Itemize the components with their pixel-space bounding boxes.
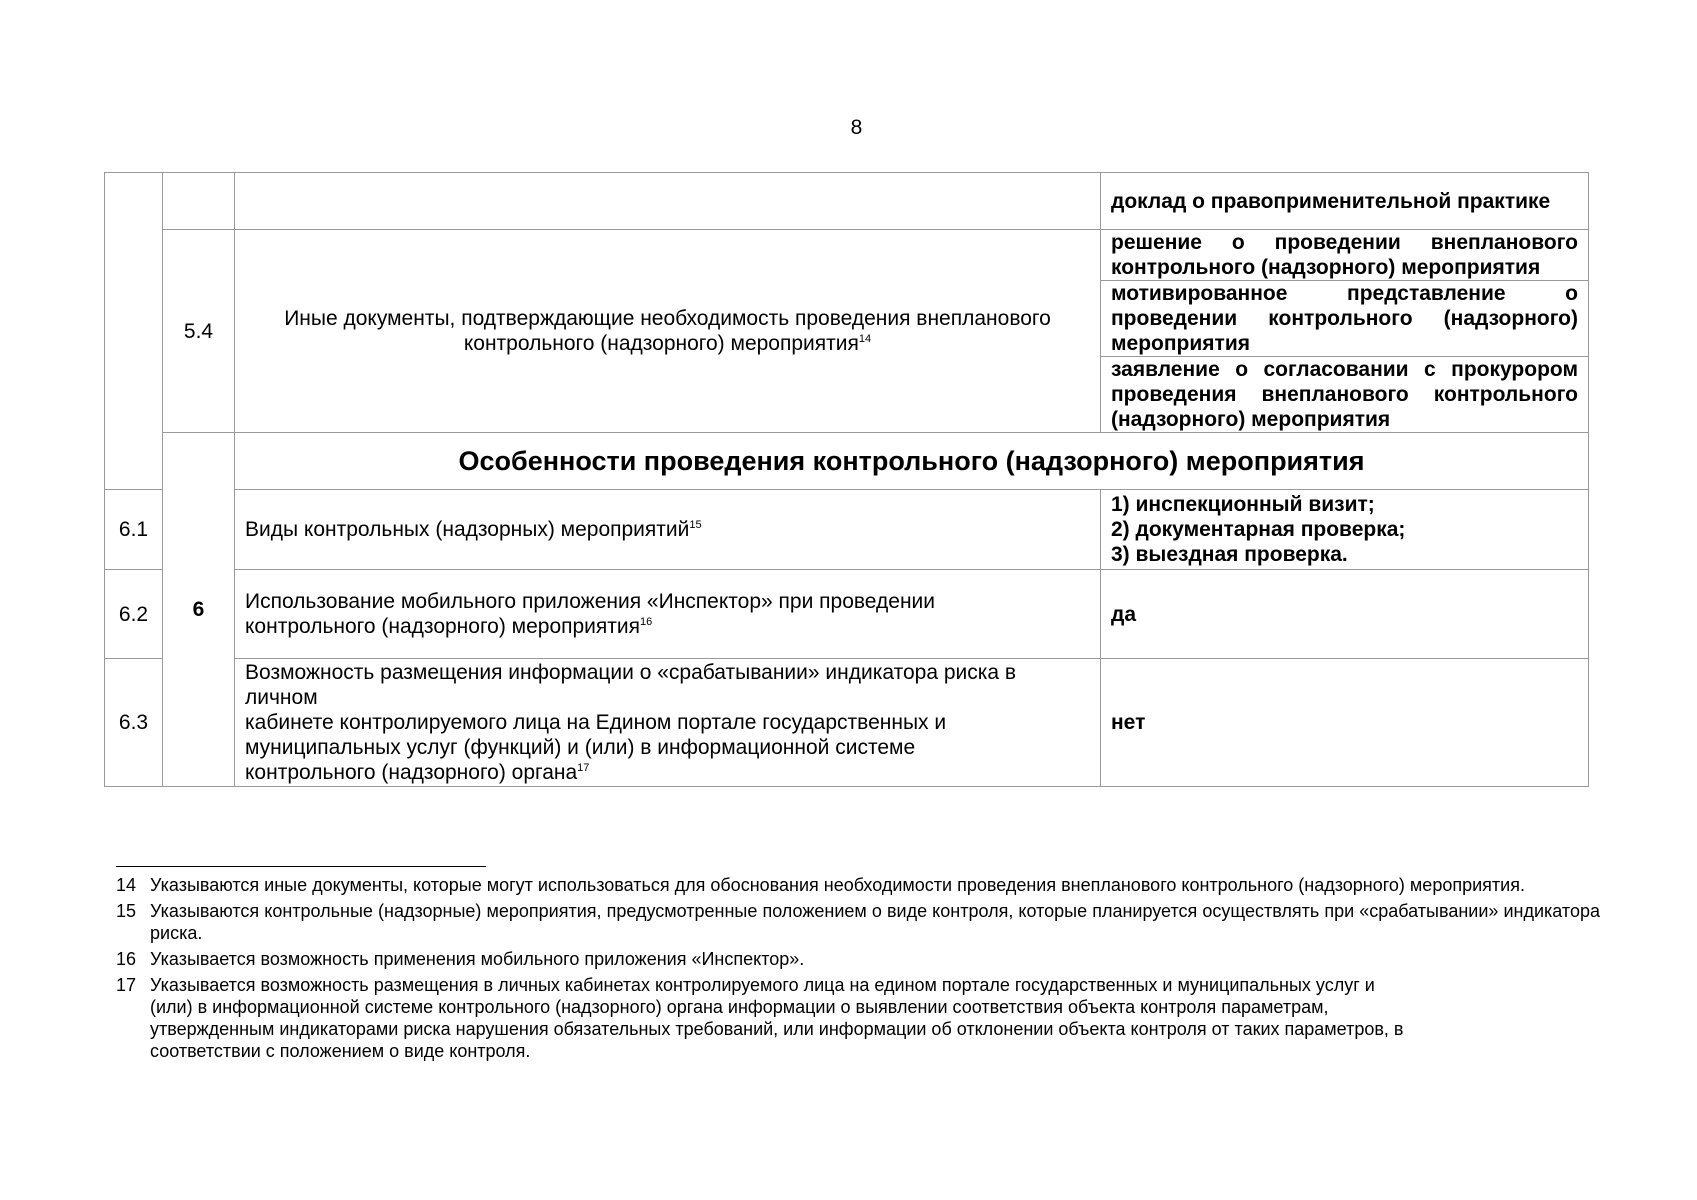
footnote-separator (116, 866, 486, 867)
footnote-14 (116, 874, 1600, 896)
footnote-text (150, 974, 1600, 1062)
footnote-number: 15 (116, 901, 137, 921)
footnote-line: Указывается возможность размещения в личных кабинетах контролируемого лица на едином портале государственных и муниципальных услуг и (150, 975, 1375, 995)
row-value-cell: заявление о согласовании с прокурором проведения внепланового контрольного (надзорного) мероприятия (1101, 357, 1589, 433)
row-value-cell: да (1101, 570, 1589, 659)
value-line: 3) выездная проверка. (1111, 543, 1348, 566)
footnote-ref[interactable]: 15 (689, 519, 702, 531)
description-line: Возможность размещения информации о «срабатывании» индикатора риска в (245, 661, 1017, 684)
description-line: Использование мобильного приложения «Инспектор» при проведении (245, 590, 935, 613)
footnote-text: Указываются иные документы, которые могут использоваться для обоснования необходимости проведения внепланового контрольного (надзорного) мероприятия. (150, 875, 1525, 895)
section-5-number-cell (105, 173, 163, 490)
row-value-cell: решение о проведении внепланового контрольного (надзорного) мероприятия (1101, 230, 1589, 281)
row-description-cell (235, 173, 1101, 230)
row-number-cell (163, 173, 235, 230)
table-row (105, 570, 1589, 659)
footnote-17 (116, 974, 1600, 1062)
row-number-cell: 5.4 (163, 230, 235, 433)
footnote-15 (116, 900, 1600, 944)
row-description-cell (235, 659, 1101, 787)
section-header-row (105, 433, 1589, 490)
description-line: кабинете контролируемого лица на Едином портале государственных и (245, 711, 947, 734)
row-value-cell: нет (1101, 659, 1589, 787)
footnote-ref[interactable]: 16 (640, 616, 653, 628)
footnote-line: (или) в информационной системе контрольного (надзорного) органа информации о выявлении соответствия объекта контроля параметрам, (150, 997, 1329, 1017)
description-line: муниципальных услуг (функций) и (или) в информационной системе (245, 736, 916, 759)
table-row (105, 173, 1589, 230)
description-line: контрольного (надзорного) мероприятия (245, 615, 641, 638)
footnote-ref[interactable]: 17 (577, 762, 590, 774)
control-measures-table (104, 172, 1589, 787)
section-title: Особенности проведения контрольного (надзорного) мероприятия (235, 433, 1589, 490)
table-row (105, 659, 1589, 787)
footnote-16 (116, 948, 1600, 970)
row-description-cell (235, 230, 1101, 433)
row-number-cell: 6.1 (105, 490, 163, 570)
footnote-line: утвержденным индикаторами риска нарушения обязательных требований, или информации об отклонении объекта контроля от таких параметров, в (150, 1019, 1404, 1039)
row-value-cell (1101, 173, 1589, 230)
table-row (105, 230, 1589, 281)
row-value-cell: мотивированное представление о проведении контрольного (надзорного) мероприятия (1101, 281, 1589, 357)
value-text: доклад о правоприменительной практике (1111, 189, 1551, 213)
page-number: 8 (850, 116, 863, 139)
row-number-cell: 6.3 (105, 659, 163, 787)
footnote-ref[interactable]: 14 (858, 333, 872, 345)
section-6-number-cell: 6 (163, 433, 235, 787)
row-number-cell: 6.2 (105, 570, 163, 659)
description-line: личном (245, 686, 318, 709)
footnote-line: соответствии с положением о виде контроля. (150, 1041, 531, 1061)
value-line: 1) инспекционный визит; (1111, 493, 1375, 516)
footnote-number: 14 (116, 875, 137, 895)
row-description-cell (235, 490, 1101, 570)
table-row (105, 490, 1589, 570)
row-description-cell (235, 570, 1101, 659)
footnote-text: Указываются контрольные (надзорные) мероприятия, предусмотренные положением о виде контроля, которые планируется осуществлять при «срабатывании» индикатора риска. (150, 901, 1600, 943)
description-line: контрольного (надзорного) органа (245, 761, 578, 784)
footnote-number: 16 (116, 949, 137, 969)
description-text: Иные документы, подтверждающие необходимость проведения внепланового контрольного (надзорного) мероприятия (284, 307, 1051, 355)
footnote-text: Указывается возможность применения мобильного приложения «Инспектор». (150, 949, 805, 969)
footnotes (116, 874, 1600, 1066)
description-text: Виды контрольных (надзорных) мероприятий (245, 518, 690, 541)
value-line: 2) документарная проверка; (1111, 518, 1406, 541)
row-value-cell (1101, 490, 1589, 570)
footnote-number: 17 (116, 975, 137, 995)
